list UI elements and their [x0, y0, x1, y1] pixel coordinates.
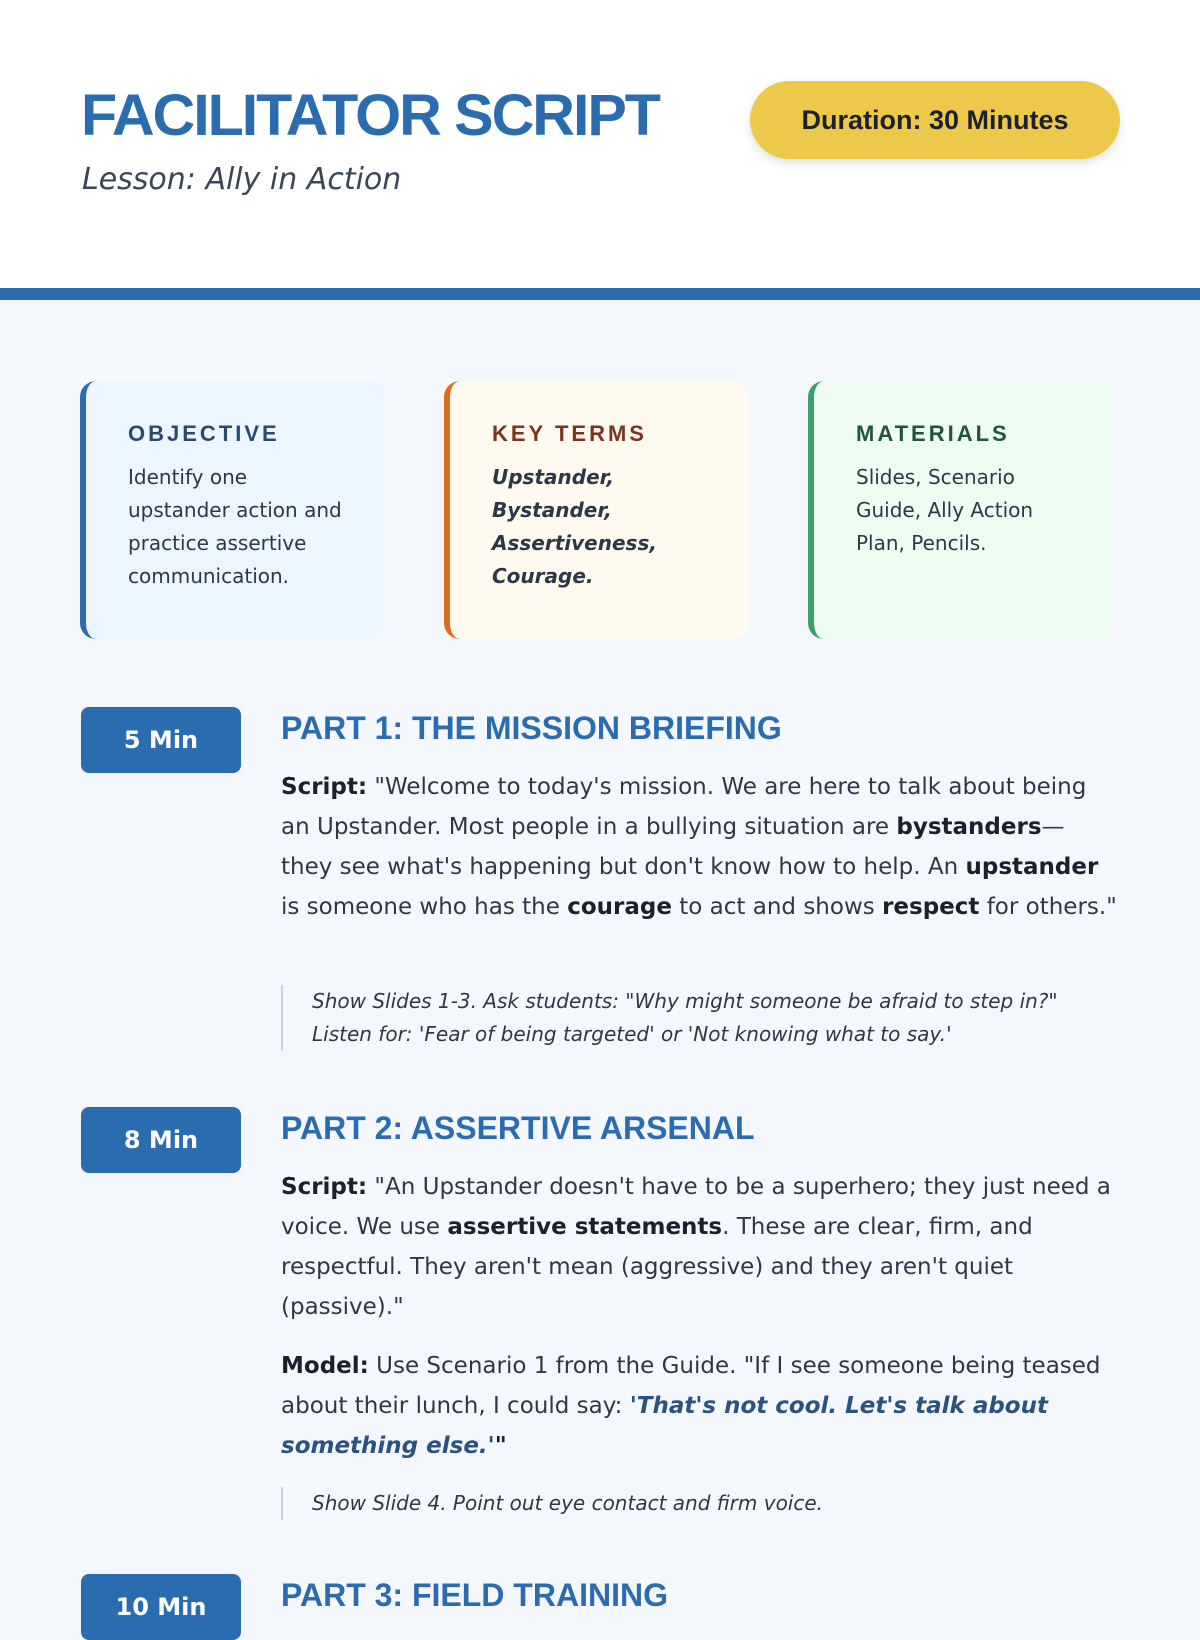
- model-text: Use Scenario 1 from the Guide. "If I see someone being teased about their lunch, I could say:: [281, 1353, 1101, 1419]
- model-quote: 'That's not cool. Let's talk about something else.': [281, 1393, 1048, 1459]
- materials-heading: MATERIALS: [856, 421, 1010, 446]
- model-text: ": [494, 1433, 507, 1459]
- script-label: Script:: [281, 1174, 368, 1200]
- part-1-note: Show Slides 1-3. Ask students: "Why might someone be afraid to step in?" Listen for: 'Fear of being targeted' or 'Not knowing what to say.': [281, 985, 1121, 1051]
- script-text: . These are clear, firm, and respectful. They aren't mean (aggressive) and they aren't quiet (passive).": [281, 1214, 1033, 1320]
- page-title: FACILITATOR SCRIPT: [81, 83, 659, 148]
- lesson-subtitle: Lesson: Ally in Action: [82, 162, 402, 197]
- script-text: "An Upstander doesn't have to be a superhero; they just need a voice. We use: [281, 1174, 1111, 1240]
- script-text: "Welcome to today's mission. We are here to talk about being an Upstander. Most people in a bullying situation are: [281, 774, 1087, 840]
- part-3-time-badge: 10 Min: [81, 1574, 241, 1640]
- model-label: Model:: [281, 1353, 369, 1379]
- objective-heading: OBJECTIVE: [128, 421, 280, 446]
- term-assertive-statements: assertive statements: [447, 1214, 723, 1240]
- key-terms-heading: KEY TERMS: [492, 421, 647, 446]
- part-2-script: [281, 1167, 1121, 1327]
- script-text: to act and shows: [671, 894, 883, 920]
- part-2-time-badge: 8 Min: [81, 1107, 241, 1173]
- term-upstander: upstander: [965, 854, 1099, 880]
- script-text: — they see what's happening but don't know how to help. An: [281, 814, 1065, 880]
- materials-card: [808, 381, 1113, 639]
- term-courage: courage: [567, 894, 672, 920]
- part-3-title: PART 3: FIELD TRAINING: [281, 1577, 668, 1613]
- script-text: for others.": [979, 894, 1117, 920]
- key-terms-text: Upstander, Bystander, Assertiveness, Courage.: [492, 465, 657, 588]
- objective-text: Identify one upstander action and practice assertive communication.: [128, 465, 342, 588]
- header: [0, 0, 1200, 300]
- part-2-note: Show Slide 4. Point out eye contact and firm voice.: [281, 1487, 1121, 1520]
- term-respect: respect: [882, 894, 980, 920]
- part-1-time-badge: 5 Min: [81, 707, 241, 773]
- objective-card: [80, 381, 385, 639]
- part-1-title: PART 1: THE MISSION BRIEFING: [281, 710, 782, 746]
- materials-text: Slides, Scenario Guide, Ally Action Plan, Pencils.: [856, 465, 1034, 555]
- term-bystanders: bystanders: [896, 814, 1042, 840]
- script-label: Script:: [281, 774, 368, 800]
- part-1-script: [281, 767, 1121, 927]
- key-terms-card: [444, 381, 749, 639]
- part-2-title: PART 2: ASSERTIVE ARSENAL: [281, 1110, 755, 1146]
- part-2-model: [281, 1346, 1121, 1466]
- duration-badge: Duration: 30 Minutes: [750, 81, 1120, 159]
- script-text: is someone who has the: [281, 894, 568, 920]
